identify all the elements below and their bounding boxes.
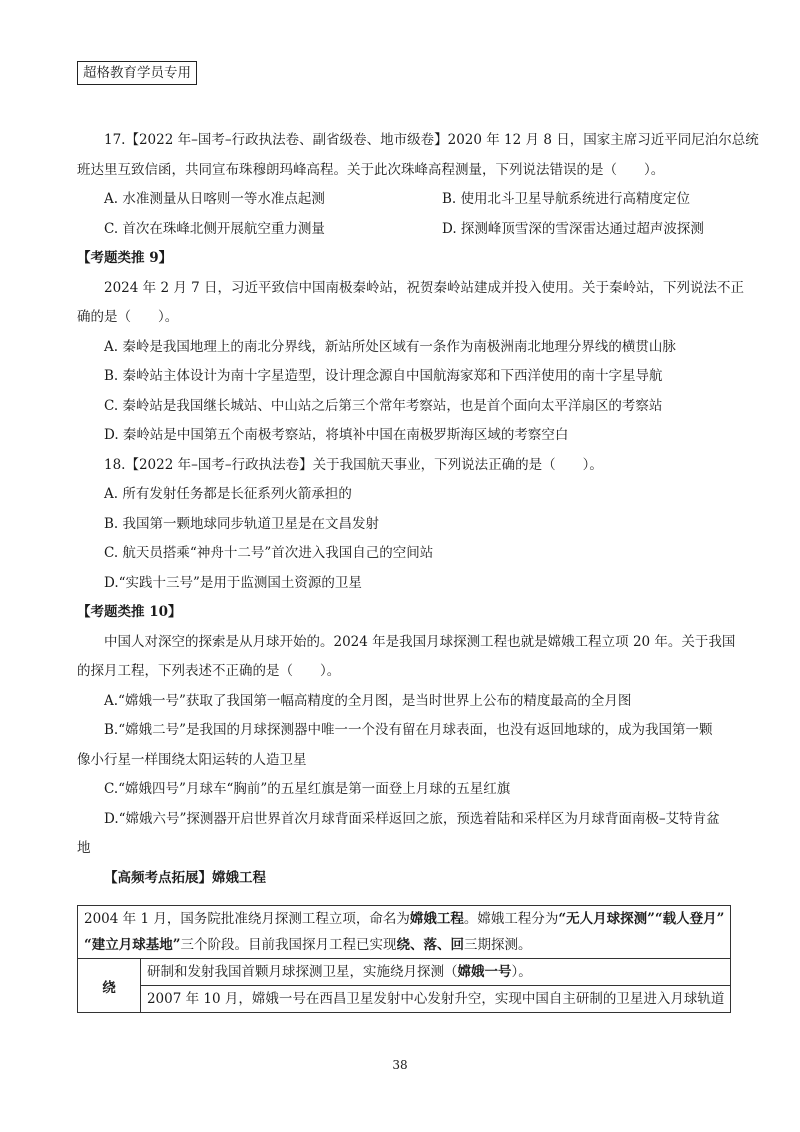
- orbit-highlight: 嫦娥一号: [457, 964, 512, 980]
- sim10-option-d-line2: 地: [77, 840, 91, 856]
- q18-stem: 18.【2022 年–国考–行政执法卷】关于我国航天事业，下列说法正确的是（ ）。: [104, 456, 603, 473]
- q17-option-a: A. 水准测量从日喀则一等水准点起测: [104, 191, 325, 207]
- orbit-text-1: 研制和发射我国首颗月球探测卫星，实施绕月探测（: [146, 964, 458, 980]
- intro-highlight-3: “建立月球基地”: [84, 937, 181, 953]
- table-intro-row: [78, 906, 731, 959]
- sim10-option-b-line1: B.“嫦娥二号”是我国的月球探测器中唯一一个没有留在月球表面，也没有返回地球的，成为我国第一颗: [104, 722, 713, 738]
- stage-label-orbit: 绕: [78, 959, 141, 1013]
- table-intro-cell: [78, 906, 731, 959]
- intro-highlight-1: 嫦娥工程: [409, 911, 464, 927]
- page-number: 38: [392, 1058, 408, 1072]
- intro-text-4: 三期探测。: [464, 937, 532, 953]
- intro-text-2: 。嫦娥工程分为: [463, 911, 559, 927]
- q17-stem-line1: 17.【2022 年–国考–行政执法卷、副省级卷、地市级卷】2020 年 12 月 8 日，国家主席习近平同尼泊尔总统: [104, 132, 759, 148]
- q17-stem-line2: 班达里互致信函，共同宣布珠穆朗玛峰高程。关于此次珠峰高程测量，下列说法错误的是（ ）。: [77, 161, 665, 178]
- orbit-line1: [147, 959, 724, 985]
- header-badge: 超格教育学员专用: [77, 61, 197, 85]
- sim10-tag: 【考题类推 10】: [77, 604, 182, 620]
- sim9-option-a: A. 秦岭是我国地理上的南北分界线，新站所处区域有一条作为南极洲南北地理分界线的横贯山脉: [104, 338, 676, 355]
- intro-highlight-4: 绕、落、回: [396, 937, 465, 953]
- extension-title: 嫦娥工程: [212, 869, 266, 886]
- stage-detail-orbit: [140, 959, 730, 1013]
- q18-option-b: B. 我国第一颗地球同步轨道卫星是在文昌发射: [104, 515, 380, 532]
- q18-option-c: C. 航天员搭乘“神舟十二号”首次进入我国自己的空间站: [104, 545, 434, 561]
- sim9-stem-line1: 2024 年 2 月 7 日，习近平致信中国南极秦岭站，祝贺秦岭站建成并投入使用。关于秦岭站，下列说法不正: [104, 279, 744, 296]
- table-row-orbit: [78, 959, 731, 1013]
- sim10-option-c: C.“嫦娥四号”月球车“胸前”的五星红旗是第一面登上月球的五星红旗: [104, 781, 511, 797]
- sim9-stem-line2: 确的是（ ）。: [77, 309, 179, 325]
- extension-heading: [77, 864, 729, 894]
- change-project-table: [77, 905, 731, 1013]
- q17-option-b: B. 使用北斗卫星导航系统进行高精度定位: [442, 191, 691, 207]
- sim10-option-b-line2: 像小行星一样围绕太阳运转的人造卫星: [77, 751, 307, 768]
- sim9-option-d: D. 秦岭站是中国第五个南极考察站，将填补中国在南极罗斯海区域的考察空白: [104, 427, 569, 443]
- orbit-text-2: ）。: [511, 964, 532, 980]
- page-content: [77, 126, 759, 893]
- intro-text-1: 2004 年 1 月，国务院批准绕月探测工程立项，命名为: [84, 911, 410, 927]
- q18-option-d: D.“实践十三号”是用于监测国土资源的卫星: [104, 574, 362, 591]
- sim10-option-d-line1: D.“嫦娥六号”探测器开启世界首次月球背面采样返回之旅，预选着陆和采样区为月球背面南极–艾特肯盆: [104, 810, 720, 827]
- q17-options-row1: [77, 185, 729, 215]
- q17-options-row2: [77, 215, 729, 245]
- q18-option-a: A. 所有发射任务都是长征系列火箭承担的: [104, 486, 352, 502]
- intro-line2: [84, 932, 724, 958]
- sim10-stem-line1: 中国人对深空的探索是从月球开始的。2024 年是我国月球探测工程也就是嫦娥工程立项 20 年。关于我国: [104, 633, 736, 650]
- q17-option-c: C. 首次在珠峰北侧开展航空重力测量: [104, 220, 325, 237]
- intro-highlight-2: “无人月球探测”“载人登月”: [558, 911, 725, 927]
- extension-tag: 【高频考点拓展】: [104, 869, 212, 886]
- sim9-tag: 【考题类推 9】: [77, 250, 173, 266]
- sim10-option-a: A.“嫦娥一号”获取了我国第一幅高精度的全月图，是当时世界上公布的精度最高的全月图: [104, 692, 632, 709]
- q17-option-d: D. 探测峰顶雪深的雪深雷达通过超声波探测: [442, 220, 704, 237]
- sim10-stem-line2: 的探月工程，下列表述不正确的是（ ）。: [77, 663, 341, 679]
- sim9-option-c: C. 秦岭站是我国继长城站、中山站之后第三个常年考察站，也是首个面向太平洋扇区的考察站: [104, 397, 663, 414]
- sim9-option-b: B. 秦岭站主体设计为南十字星造型，设计理念源自中国航海家郑和下西洋使用的南十字星导航: [104, 368, 663, 384]
- orbit-line2: 2007 年 10 月，嫦娥一号在西昌卫星发射中心发射升空，实现中国自主研制的卫星进入月球轨道: [141, 985, 730, 1012]
- intro-text-3: 三个阶段。目前我国探月工程已实现: [180, 937, 397, 953]
- intro-line1: [84, 906, 724, 932]
